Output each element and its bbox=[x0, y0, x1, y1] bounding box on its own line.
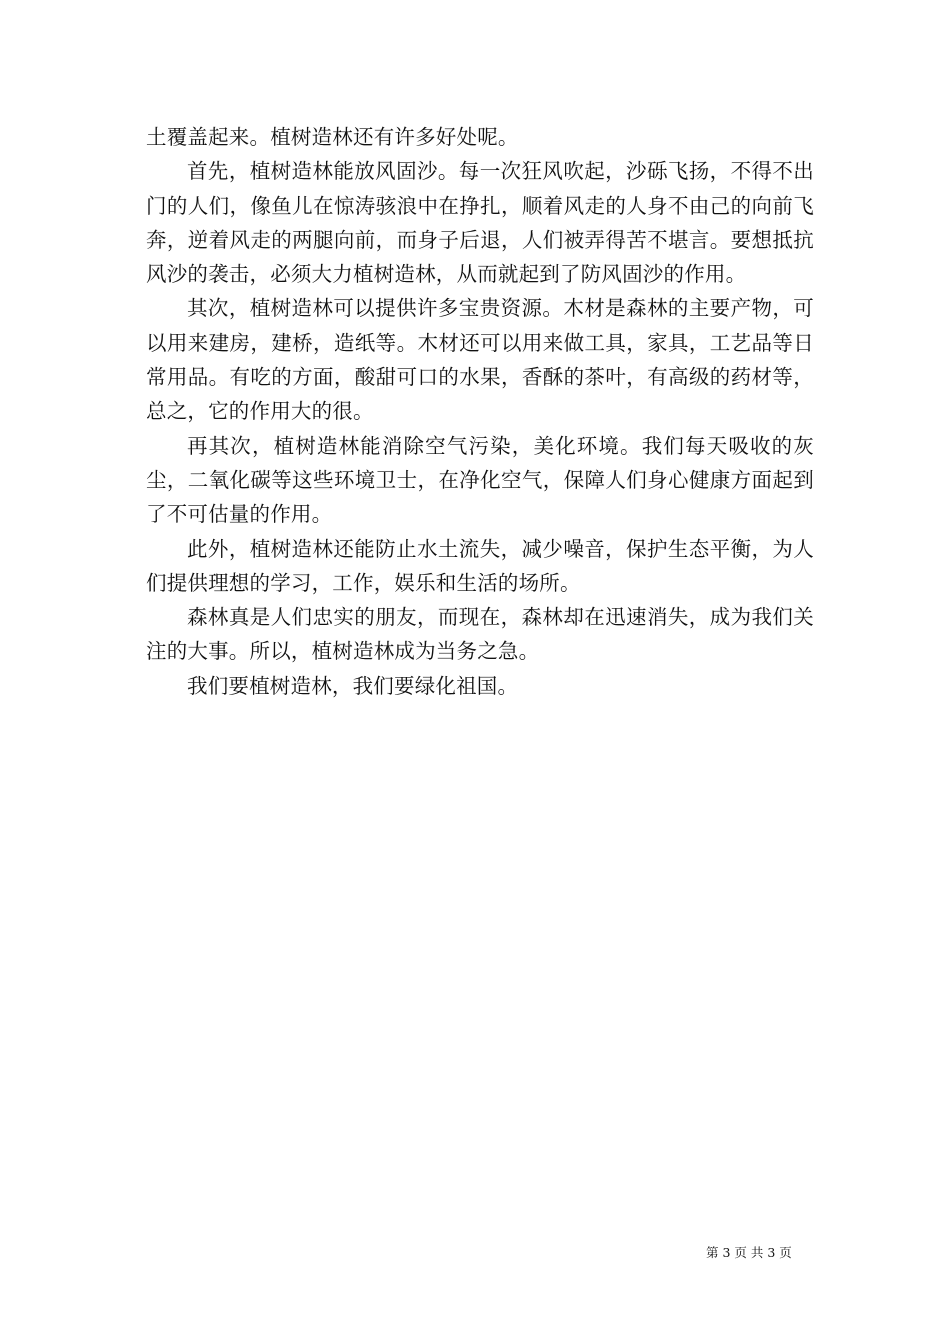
paragraph-windbreak: 首先，植树造林能放风固沙。每一次狂风吹起，沙砾飞扬，不得不出门的人们，像鱼儿在惊涛骇浪中在挣扎，顺着风走的人身不由己的向前飞奔，逆着风走的两腿向前，而身子后退，人们被弄得苦不堪言。要想抵抗风沙的袭击，必须大力植树造林，从而就起到了防风固沙的作用。 bbox=[146, 159, 814, 287]
paragraph-soil-erosion: 此外，植树造林还能防止水土流失，减少噪音，保护生态平衡，为人们提供理想的学习，工作，娱乐和生活的场所。 bbox=[146, 536, 814, 595]
paragraph-closing: 我们要植树造林，我们要绿化祖国。 bbox=[187, 673, 519, 698]
page-number-footer: 第 3 页 共 3 页 bbox=[706, 1245, 792, 1260]
paragraph-continuation: 土覆盖起来。植树造林还有许多好处呢。 bbox=[146, 125, 519, 149]
paragraph-friends: 森林真是人们忠实的朋友，而现在，森林却在迅速消失，成为我们关注的大事。所以，植树造林成为当务之急。 bbox=[146, 605, 814, 664]
paragraph-air-quality: 再其次，植树造林能消除空气污染，美化环境。我们每天吸收的灰尘，二氧化碳等这些环境卫士，在净化空气，保障人们身心健康方面起到了不可估量的作用。 bbox=[146, 433, 814, 527]
document-body bbox=[146, 120, 814, 703]
paragraph-resources: 其次，植树造林可以提供许多宝贵资源。木材是森林的主要产物，可以用来建房，建桥，造纸等。木材还可以用来做工具，家具，工艺品等日常用品。有吃的方面，酸甜可口的水果，香酥的茶叶，有高级的药材等，总之，它的作用大的很。 bbox=[146, 296, 814, 424]
